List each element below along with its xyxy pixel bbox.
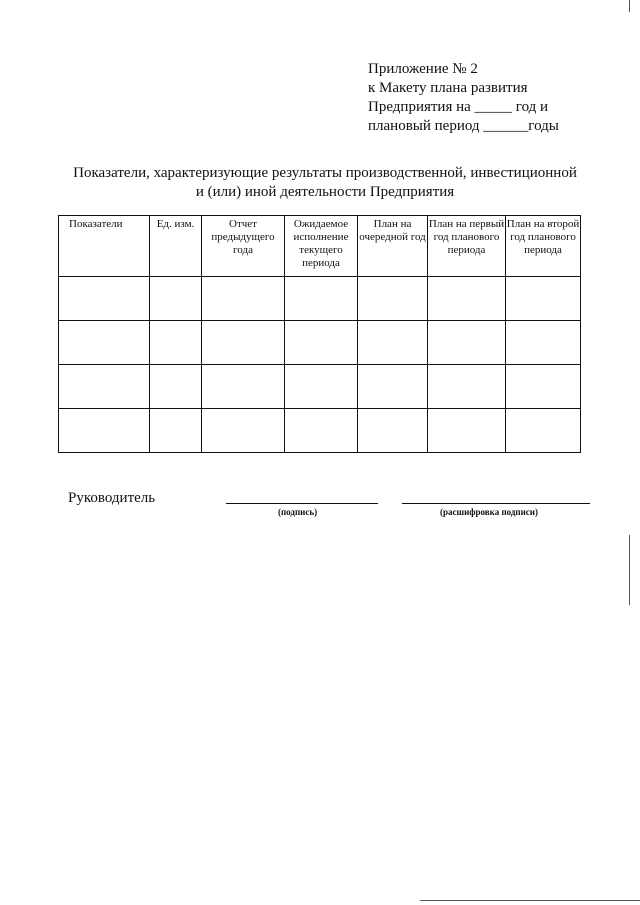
appendix-line-3: Предприятия на _____ год и	[368, 99, 549, 115]
title-line-2: и (или) иной деятельности Предприятия	[195, 184, 455, 200]
signature-line[interactable]	[226, 503, 378, 504]
table-row	[59, 277, 581, 321]
table-cell[interactable]	[202, 321, 285, 365]
header-plan-first-year: План на первый год планового периода	[428, 216, 506, 277]
table-cell[interactable]	[202, 277, 285, 321]
table-cell[interactable]	[428, 277, 506, 321]
indicators-table	[58, 215, 581, 453]
appendix-header	[368, 60, 559, 136]
table-row	[59, 321, 581, 365]
signature-decoding-line[interactable]	[402, 503, 590, 504]
table-cell[interactable]	[428, 365, 506, 409]
table-cell[interactable]	[358, 277, 428, 321]
table-cell[interactable]	[59, 409, 150, 453]
header-indicators: Показатели	[59, 216, 150, 277]
table-cell[interactable]	[59, 365, 150, 409]
header-expected-current: Ожидаемое исполнение текущего периода	[285, 216, 358, 277]
title-line-1: Показатели, характеризующие результаты производственной, инвестиционной	[73, 165, 577, 181]
table-cell[interactable]	[59, 277, 150, 321]
table-cell[interactable]	[59, 321, 150, 365]
table-cell[interactable]	[358, 365, 428, 409]
header-plan-second-year: План на второй год планового периода	[506, 216, 581, 277]
signature-caption: (подпись)	[278, 507, 318, 517]
table-cell[interactable]	[358, 321, 428, 365]
header-unit: Ед. изм.	[150, 216, 202, 277]
table-cell[interactable]	[285, 277, 358, 321]
document-title	[40, 164, 610, 202]
table-cell[interactable]	[506, 277, 581, 321]
scan-edge-mark	[629, 535, 630, 605]
table-cell[interactable]	[202, 365, 285, 409]
scan-edge-mark	[420, 900, 640, 901]
table-cell[interactable]	[202, 409, 285, 453]
table-cell[interactable]	[506, 409, 581, 453]
signature-decoding-caption: (расшифровка подписи)	[440, 507, 538, 517]
scan-edge-mark	[629, 0, 630, 12]
table-cell[interactable]	[506, 321, 581, 365]
table-cell[interactable]	[285, 365, 358, 409]
table-row	[59, 365, 581, 409]
table-cell[interactable]	[358, 409, 428, 453]
table-cell[interactable]	[428, 321, 506, 365]
table-cell[interactable]	[285, 321, 358, 365]
table-row	[59, 409, 581, 453]
appendix-line-2: к Макету плана развития	[368, 80, 528, 96]
table-cell[interactable]	[150, 321, 202, 365]
appendix-line-4: плановый период ______годы	[368, 118, 559, 134]
table-cell[interactable]	[150, 277, 202, 321]
table-cell[interactable]	[150, 409, 202, 453]
table-cell[interactable]	[150, 365, 202, 409]
table-header-row	[59, 216, 581, 277]
header-plan-next-year: План на очередной год	[358, 216, 428, 277]
appendix-line-1: Приложение № 2	[368, 61, 478, 77]
table-cell[interactable]	[506, 365, 581, 409]
table-cell[interactable]	[285, 409, 358, 453]
table-cell[interactable]	[428, 409, 506, 453]
header-previous-year-report: Отчет предыдущего года	[202, 216, 285, 277]
signature-label: Руководитель	[68, 490, 156, 506]
